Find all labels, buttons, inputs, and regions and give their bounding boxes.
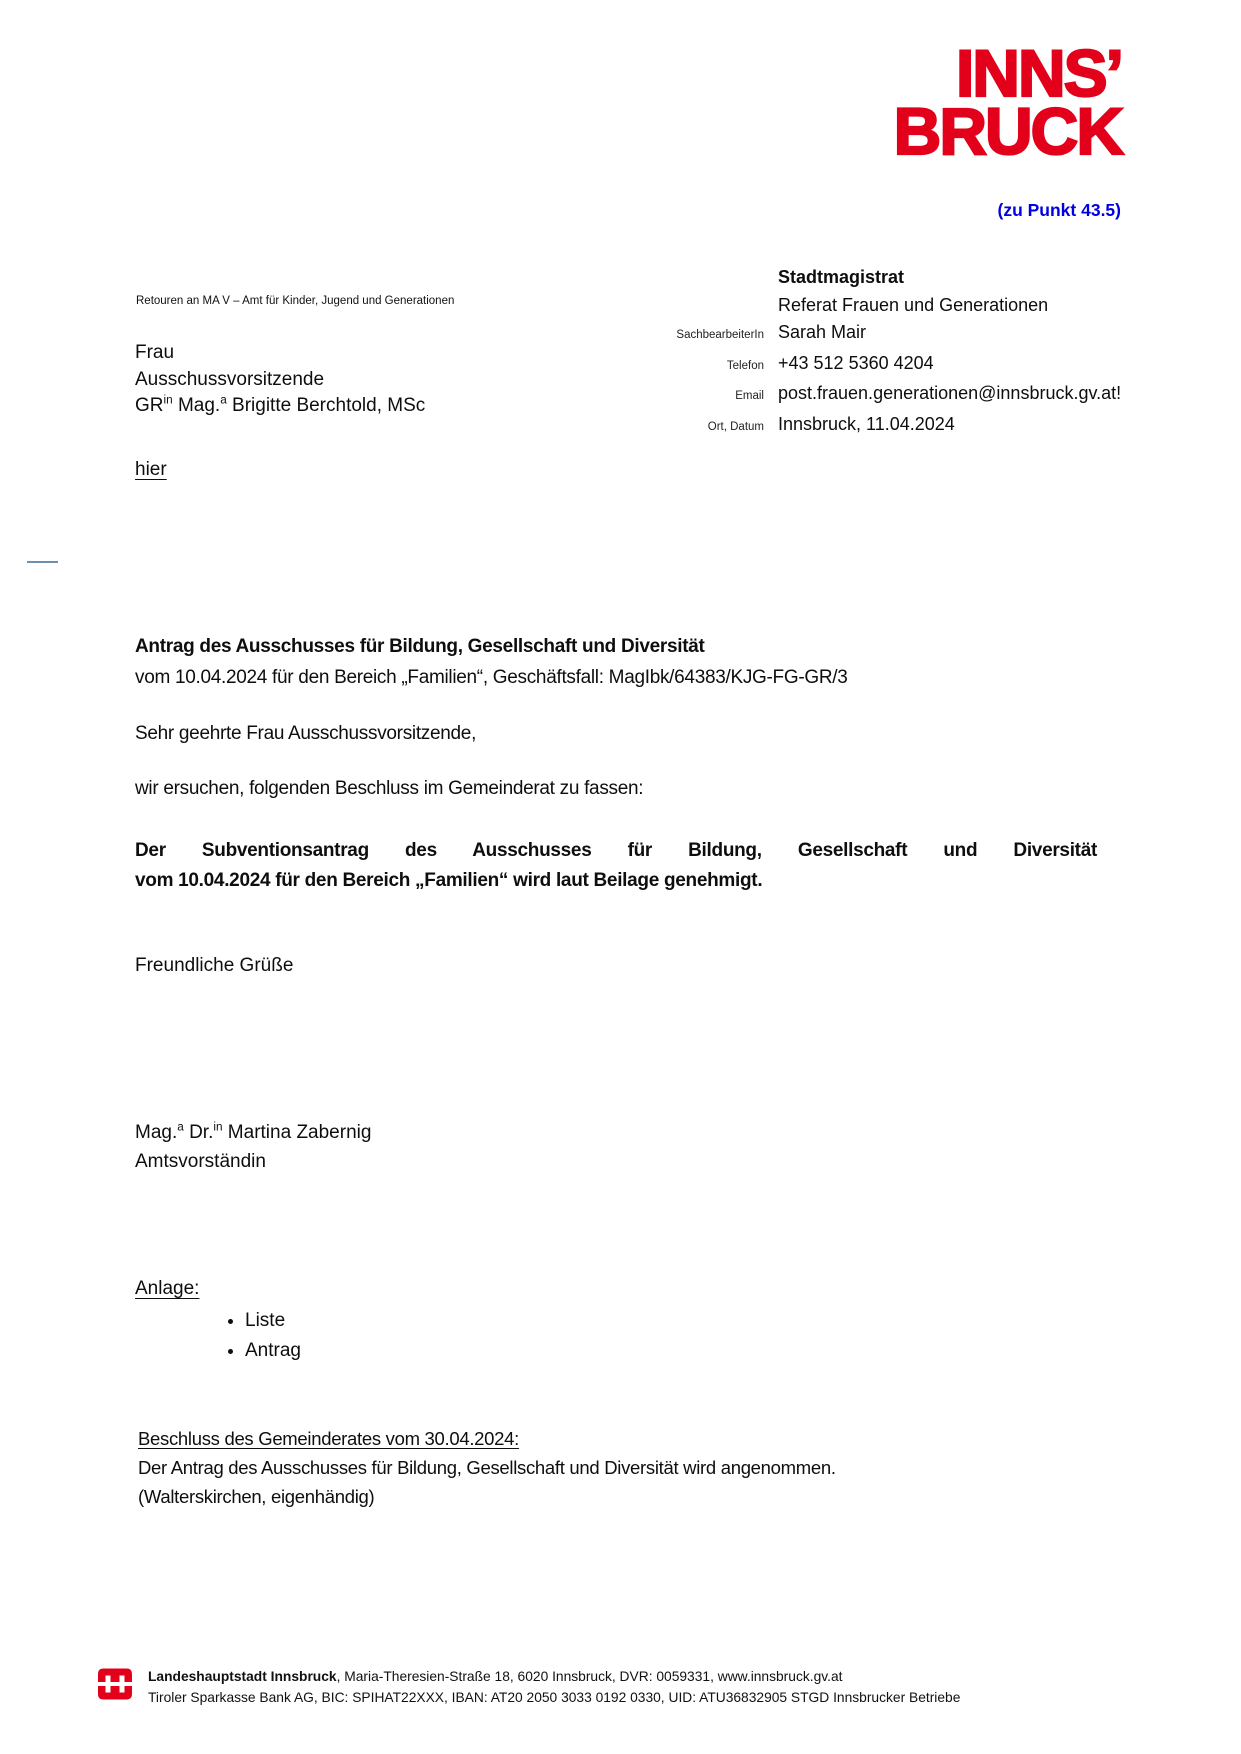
footer-line-2: Tiroler Sparkasse Bank AG, BIC: SPIHAT22XXX, IBAN: AT20 2050 3033 0192 0330, UID: ATU36832905 STGD Innsbrucker Betriebe [148,1690,961,1705]
attachments-list [135,1306,301,1366]
contact-label-phone: Telefon [726,359,764,372]
recipient-name-sup: a [220,393,227,407]
recipient-salutation: Frau [135,342,175,363]
logo-line-2: BRUCK [893,94,1122,168]
signer-role: Amtsvorständin [135,1151,266,1172]
contact-value-phone: +43 512 5360 4204 [778,352,934,373]
subject-block [135,631,1115,693]
decision-paragraph [135,836,1097,896]
council-decision-text: Der Antrag des Ausschusses für Bildung, Gesellschaft und Diversität wird angenommen. [138,1457,836,1478]
attachments-title: Anlage: [135,1278,200,1299]
signature-block [135,1118,371,1176]
signer-name [135,1118,371,1147]
footer-city-name: Landeshauptstadt Innsbruck [148,1669,337,1684]
salutation: Sehr geehrte Frau Ausschussvorsitzende, [135,723,477,744]
recipient-name [135,393,425,420]
recipient-name-part: GR [135,395,164,416]
innsbruck-coat-of-arms-icon [95,1666,135,1702]
innsbruck-logo [893,36,1122,168]
decision-line-1: Der Subventionsantrag des Ausschusses für Bildung, Gesellschaft und Diversität [135,840,1097,861]
closing-greeting: Freundliche Grüße [135,955,294,976]
recipient-address [135,340,425,420]
attachments-block [135,1278,301,1366]
sender-contact-block [664,264,1134,441]
footer-address: , Maria-Theresien-Straße 18, 6020 Innsbruck, DVR: 0059331, www.innsbruck.gv.at [336,1669,843,1684]
page-footer [95,1666,960,1708]
signer-name-sup: in [213,1120,223,1134]
contact-row [664,319,1134,350]
signer-name-part: Mag. [135,1122,178,1143]
contact-value-clerk: Sarah Mair [778,322,867,342]
signer-name-part: Dr. [183,1122,214,1143]
contact-value-unit: Referat Frauen und Generationen [778,294,1049,315]
contact-value-department: Stadtmagistrat [778,267,905,287]
contact-label-email: Email [735,390,764,402]
attachment-item: • Liste [245,1306,301,1336]
contact-value-date: Innsbruck, 11.04.2024 [778,413,955,434]
contact-row [664,292,1134,320]
recipient-name-part: Brigitte Berchtold, MSc [226,395,426,416]
contact-row [664,264,1134,292]
footer-line-1 [148,1666,960,1687]
contact-row [664,380,1134,411]
council-decision-note: (Walterskirchen, eigenhändig) [138,1486,375,1507]
return-address-note: Retouren an MA V – Amt für Kinder, Jugend und Generationen [136,295,455,307]
subject-reference: vom 10.04.2024 für den Bereich „Familien“, Geschäftsfall: MagIbk/64383/KJG-FG-GR/3 [135,667,848,688]
signer-name-part: Martina Zabernig [222,1122,372,1143]
council-decision-title: Beschluss des Gemeinderates vom 30.04.2024: [138,1428,519,1449]
fold-mark [27,561,58,563]
recipient-location: hier [135,459,167,480]
contact-label-date: Ort, Datum [707,420,764,433]
agenda-point-reference: (zu Punkt 43.5) [997,200,1121,220]
logo-line-1: INNS’ [955,36,1122,110]
signer-name-sup: a [177,1120,184,1134]
council-decision-block [138,1424,836,1511]
attachment-item: • Antrag [245,1336,301,1366]
recipient-role: Ausschussvorsitzende [135,368,325,390]
contact-row [664,350,1134,381]
contact-label-clerk: SachbearbeiterIn [676,329,764,341]
subject-title: Antrag des Ausschusses für Bildung, Gesellschaft und Diversität [135,636,705,657]
footer-text [148,1666,960,1708]
contact-row [664,411,1134,442]
contact-value-email: post.frauen.generationen@innsbruck.gv.at! [778,383,1122,403]
request-line: wir ersuchen, folgenden Beschluss im Gemeinderat zu fassen: [135,778,644,799]
decision-line-2: vom 10.04.2024 für den Bereich „Familien“ wird laut Beilage genehmigt. [135,870,763,891]
recipient-name-part: Mag. [172,395,221,416]
recipient-name-sup: in [163,393,173,407]
